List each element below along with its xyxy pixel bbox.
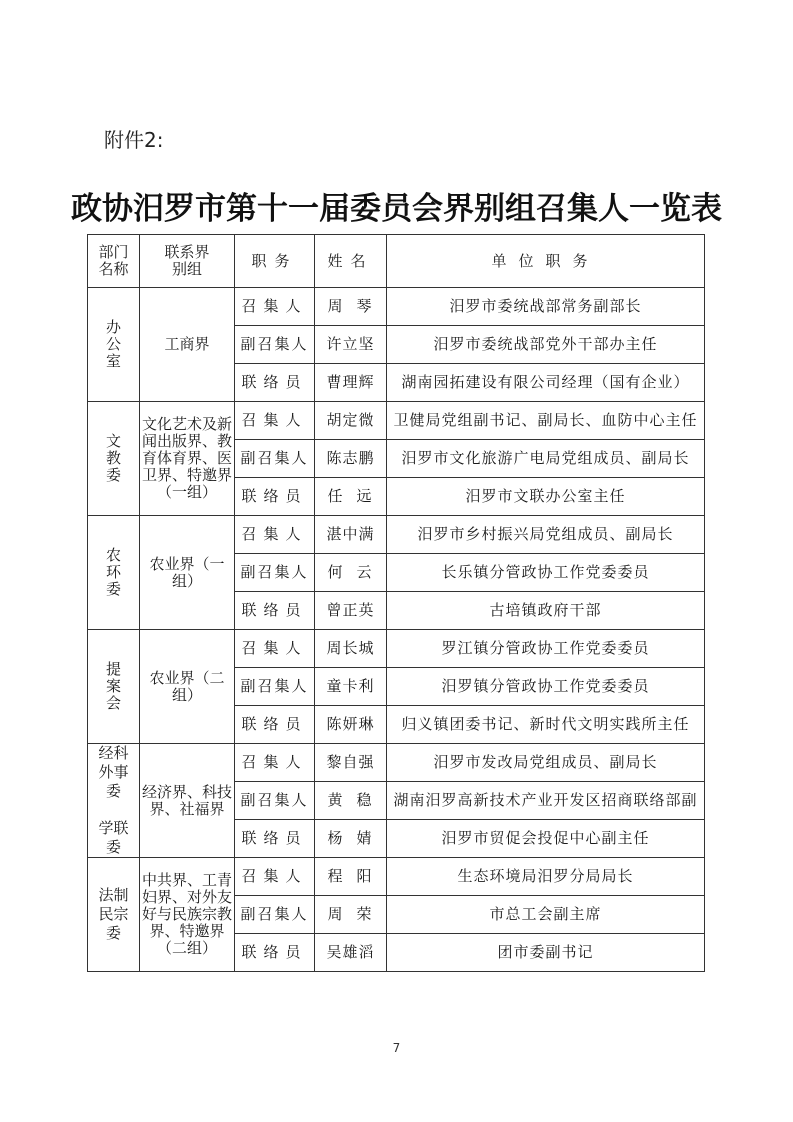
table-row [88,402,705,440]
name-cell: 陈志鹏 [315,440,387,478]
role-cell: 副召集人 [235,326,315,364]
unit-position-cell: 市总工会副主席 [387,896,705,934]
name-cell: 程阳 [315,858,387,896]
role-cell: 召集人 [235,288,315,326]
role-cell: 联络员 [235,934,315,972]
unit-position-cell: 卫健局党组副书记、副局长、血防中心主任 [387,402,705,440]
dept-cell [88,402,140,516]
unit-position-cell: 汨罗市文联办公室主任 [387,478,705,516]
role-cell: 副召集人 [235,896,315,934]
header-group [140,235,235,288]
name-cell: 童卡利 [315,668,387,706]
table-row [88,288,705,326]
unit-position-cell: 古培镇政府干部 [387,592,705,630]
name-cell: 周荣 [315,896,387,934]
unit-position-cell: 汨罗市贸促会投促中心副主任 [387,820,705,858]
dept-cell [88,630,140,744]
name-cell: 周长城 [315,630,387,668]
unit-position-cell: 汨罗市乡村振兴局党组成员、副局长 [387,516,705,554]
name-cell: 吴雄滔 [315,934,387,972]
sector-group-cell: 文化艺术及新闻出版界、教育体育界、医卫界、特邀界（一组） [140,402,235,516]
unit-position-cell: 汨罗镇分管政协工作党委委员 [387,668,705,706]
dept-name: 办公室 [105,318,121,370]
header-group-label: 联系界别组 [164,243,210,278]
sector-group-cell: 中共界、工青妇界、对外友好与民族宗教界、特邀界（二组） [140,858,235,972]
table-row [88,630,705,668]
role-cell: 副召集人 [235,782,315,820]
name-cell: 曹理辉 [315,364,387,402]
unit-position-cell: 罗江镇分管政协工作党委委员 [387,630,705,668]
role-cell: 联络员 [235,820,315,858]
attachment-label: 附件2: [104,128,164,152]
name-cell: 曾正英 [315,592,387,630]
sector-group-cell: 工商界 [140,288,235,402]
table-header-row [88,235,705,288]
role-cell: 联络员 [235,706,315,744]
header-role: 职务 [235,235,315,288]
role-cell: 联络员 [235,364,315,402]
name-cell: 杨婧 [315,820,387,858]
sector-group-cell: 经济界、科技界、社福界 [140,744,235,858]
role-cell: 联络员 [235,478,315,516]
role-cell: 副召集人 [235,554,315,592]
name-cell: 陈妍琳 [315,706,387,744]
role-cell: 副召集人 [235,440,315,478]
unit-position-cell: 归义镇团委书记、新时代文明实践所主任 [387,706,705,744]
role-cell: 联络员 [235,592,315,630]
role-cell: 召集人 [235,744,315,782]
header-name: 姓名 [315,235,387,288]
dept-name: 文教委 [105,432,121,484]
header-dept-label: 部门名称 [98,243,129,278]
unit-position-cell: 生态环境局汨罗分局局长 [387,858,705,896]
name-cell: 何云 [315,554,387,592]
role-cell: 召集人 [235,858,315,896]
dept-cell [88,858,140,972]
header-dept [88,235,140,288]
sector-group-cell: 农业界（二组） [140,630,235,744]
name-cell: 胡定微 [315,402,387,440]
table-row [88,516,705,554]
unit-position-cell: 汨罗市委统战部常务副部长 [387,288,705,326]
dept-cell [88,744,140,858]
unit-position-cell: 湖南园拓建设有限公司经理（国有企业） [387,364,705,402]
unit-position-cell: 团市委副书记 [387,934,705,972]
unit-position-cell: 汨罗市文化旅游广电局党组成员、副局长 [387,440,705,478]
name-cell: 湛中满 [315,516,387,554]
role-cell: 召集人 [235,516,315,554]
unit-position-cell: 汨罗市委统战部党外干部办主任 [387,326,705,364]
dept-name: 提案会 [105,660,121,712]
dept-name: 农环委 [105,546,121,598]
dept-cell [88,288,140,402]
name-cell: 任远 [315,478,387,516]
unit-position-cell: 长乐镇分管政协工作党委委员 [387,554,705,592]
name-cell: 黄稳 [315,782,387,820]
role-cell: 副召集人 [235,668,315,706]
unit-position-cell: 湖南汨罗高新技术产业开发区招商联络部副 [387,782,705,820]
table-row [88,858,705,896]
dept-name: 法制民宗委 [98,886,129,942]
name-cell: 许立坚 [315,326,387,364]
role-cell: 召集人 [235,630,315,668]
convener-table [87,234,705,972]
document-title: 政协汨罗市第十一届委员会界别组召集人一览表 [71,191,722,227]
page-number: 7 [392,1041,401,1055]
header-unit: 单位职务 [387,235,705,288]
name-cell: 黎自强 [315,744,387,782]
dept-name-secondary: 学联委 [98,819,129,856]
table-row [88,744,705,782]
name-cell: 周琴 [315,288,387,326]
role-cell: 召集人 [235,402,315,440]
dept-name: 经科外事委 [98,744,129,800]
sector-group-cell: 农业界（一组） [140,516,235,630]
unit-position-cell: 汨罗市发改局党组成员、副局长 [387,744,705,782]
dept-cell [88,516,140,630]
